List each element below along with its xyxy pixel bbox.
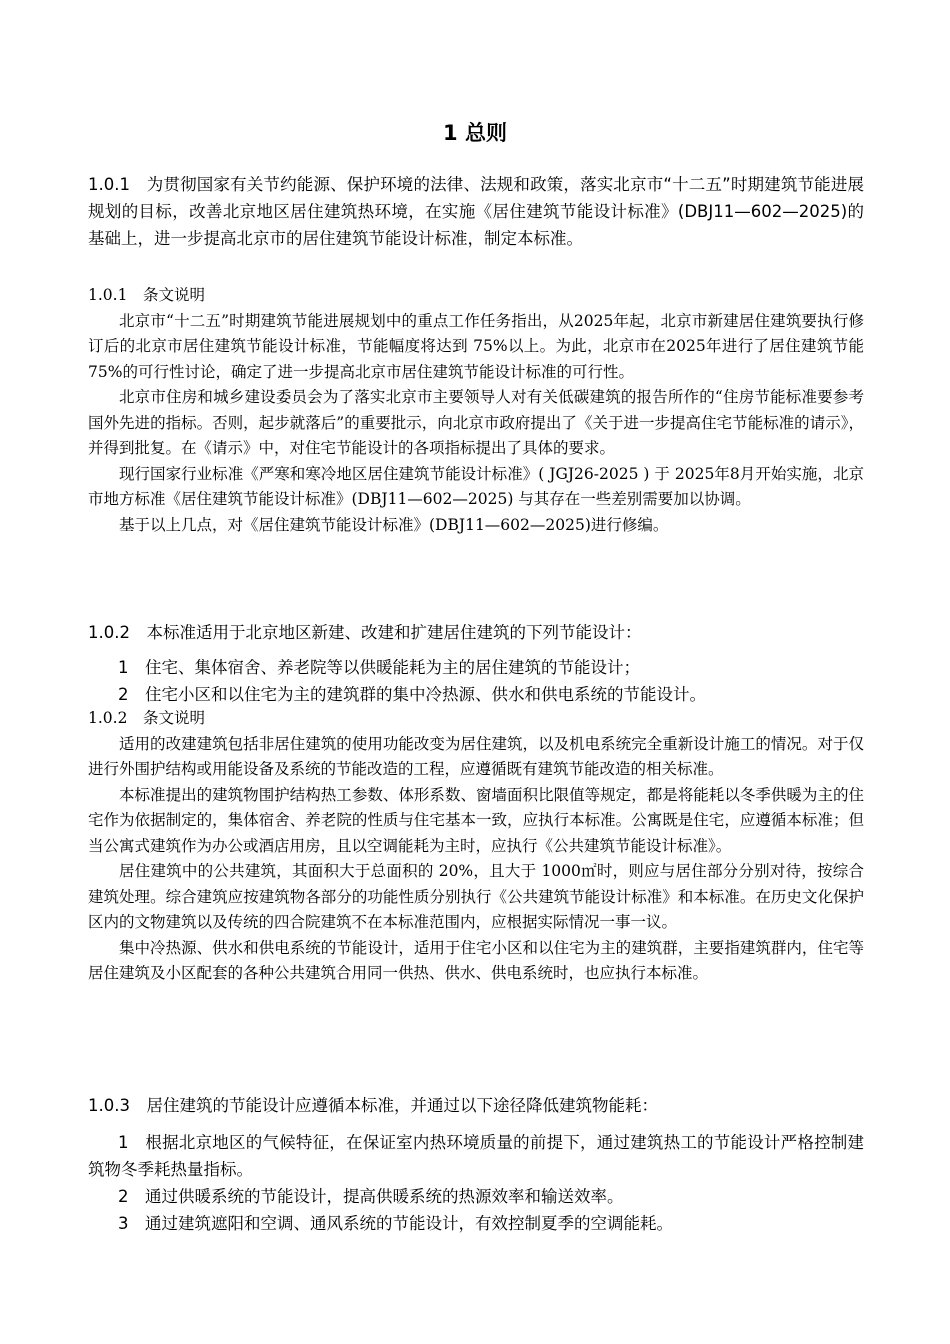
explanation-paragraph: 适用的改建建筑包括非居住建筑的使用功能改变为居住建筑，以及机电系统完全重新设计施工的情况。对于仅进行外围护结构或用能设备及系统的节能改造的工程，应遵循既有建筑节能改造的相关标准。 [88, 734, 864, 778]
clause-item: 1 根据北京地区的气候特征，在保证室内热环境质量的前提下，通过建筑热工的节能设计严格控制建筑物冬季耗热量指标。 [88, 1133, 864, 1179]
chapter-title: 1 总则 [443, 121, 507, 145]
explanation-1-0-1 [88, 283, 864, 538]
explanation-paragraph: 集中冷热源、供水和供电系统的节能设计，适用于住宅小区和以住宅为主的建筑群，主要指建筑群内，住宅等居住建筑及小区配套的各种公共建筑合用同一供热、供水、供电系统时，也应执行本标准。 [88, 938, 864, 982]
clause-item: 3 通过建筑遮阳和空调、通风系统的节能设计，有效控制夏季的空调能耗。 [118, 1214, 673, 1233]
clause-item: 1 住宅、集体宿舍、养老院等以供暖能耗为主的居住建筑的节能设计； [118, 658, 640, 677]
explanation-heading: 1.0.1 条文说明 [88, 286, 205, 304]
clause-text: 1.0.1 为贯彻国家有关节约能源、保护环境的法律、法规和政策，落实北京市“十二五”时期建筑节能进展规划的目标，改善北京地区居住建筑热环境，在实施《居住建筑节能设计标准》(DBJ11—602—2025)的基础上，进一步提高北京市的居住建筑节能设计标准，制定本标准。 [88, 175, 864, 248]
clause-item: 2 通过供暖系统的节能设计，提高供暖系统的热源效率和输送效率。 [118, 1187, 624, 1206]
clause-1-0-3 [88, 1092, 864, 1237]
explanation-paragraph: 本标准提出的建筑物围护结构热工参数、体形系数、窗墙面积比限值等规定，都是将能耗以冬季供暖为主的住宅作为依据制定的，集体宿舍、养老院的性质与住宅基本一致，应执行本标准。公寓既是住宅，应遵循本标准；但当公寓式建筑作为办公或酒店用房，且以空调能耗为主时，应执行《公共建筑节能设计标准》。 [88, 785, 864, 855]
explanation-heading: 1.0.2 条文说明 [88, 709, 205, 727]
explanation-paragraph: 居住建筑中的公共建筑，其面积大于总面积的 20%，且大于 1000㎡时，则应与居住部分分别对待，按综合建筑处理。综合建筑应按建筑物各部分的功能性质分别执行《公共建筑节能设计标准》和本标准。在历史文化保护区内的文物建筑以及传统的四合院建筑不在本标准范围内，应根据实际情况一事一议。 [88, 862, 864, 931]
explanation-paragraph: 北京市“十二五”时期建筑节能进展规划中的重点工作任务指出，从2025年起，北京市新建居住建筑要执行修订后的北京市居住建筑节能设计标准，节能幅度将达到 75%以上。为此，北京市在2025年进行了居住建筑节能75%的可行性讨论，确定了进一步提高北京市居住建筑节能设计标准的可行性。 [88, 311, 864, 381]
explanation-paragraph: 基于以上几点，对《居住建筑节能设计标准》(DBJ11—602—2025)进行修编。 [119, 515, 669, 534]
explanation-1-0-2 [88, 706, 864, 987]
explanation-paragraph: 现行国家行业标准《严寒和寒冷地区居住建筑节能设计标准》( JGJ26-2025 ) 于 2025年8月开始实施，北京市地方标准《居住建筑节能设计标准》(DBJ11—602—2025) 与其存在一些差别需要加以协调。 [88, 464, 864, 508]
explanation-paragraph: 北京市住房和城乡建设委员会为了落实北京市主要领导人对有关低碳建筑的报告所作的“住房节能标准要参考国外先进的指标。否则，起步就落后”的重要批示，向北京市政府提出了《关于进一步提高住宅节能标准的请示》，并得到批复。在《请示》中，对住宅节能设计的各项指标提出了具体的要求。 [88, 388, 864, 457]
clause-item: 2 住宅小区和以住宅为主的建筑群的集中冷热源、供水和供电系统的节能设计。 [118, 685, 706, 704]
clause-text: 1.0.2 本标准适用于北京地区新建、改建和扩建居住建筑的下列节能设计： [88, 623, 642, 642]
clause-1-0-1 [88, 171, 864, 252]
clause-text: 1.0.3 居住建筑的节能设计应遵循本标准，并通过以下途径降低建筑物能耗： [88, 1096, 658, 1115]
clause-1-0-2 [88, 619, 864, 708]
